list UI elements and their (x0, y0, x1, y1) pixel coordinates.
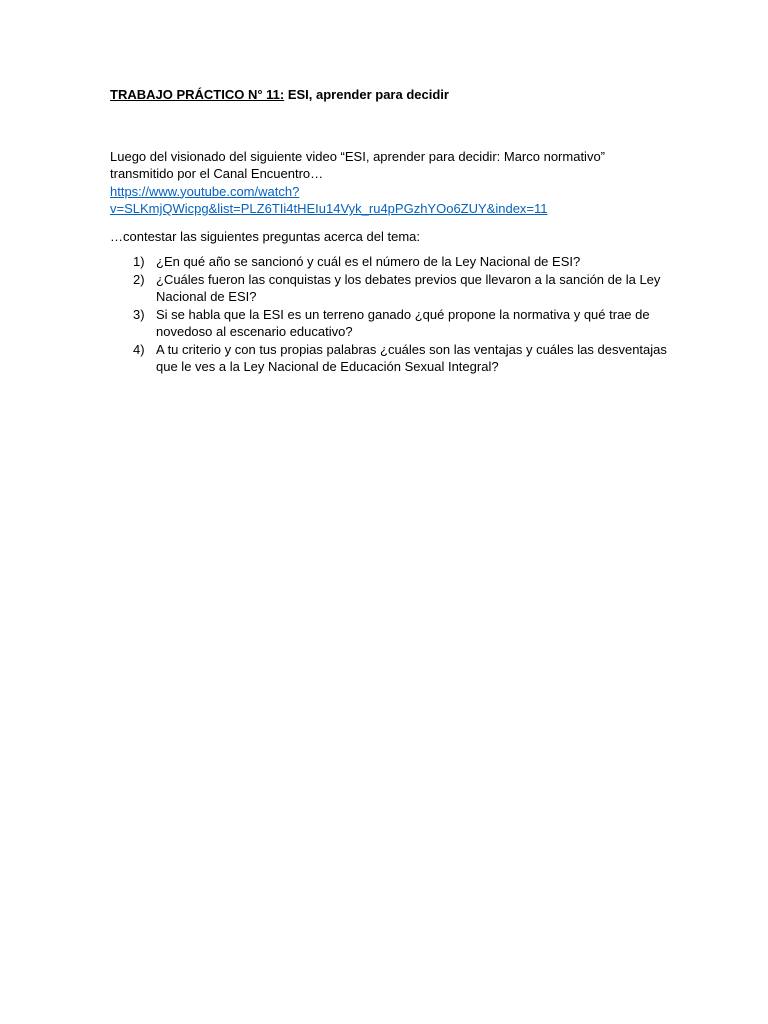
question-item (110, 253, 670, 271)
question-item (110, 271, 670, 306)
question-text: A tu criterio y con tus propias palabras ¿cuáles son las ventajas y cuáles las desventajas que le ves a la Ley Nacional de Educación Sexual Integral? (156, 341, 667, 374)
question-number: 4) (133, 341, 145, 357)
question-text: ¿Cuáles fueron las conquistas y los debates previos que llevaron a la sanción de la Ley Nacional de ESI? (156, 271, 661, 304)
questions-prompt: …contestar las siguientes preguntas acerca del tema: (110, 228, 421, 244)
questions-list (110, 253, 670, 376)
question-item (110, 341, 670, 376)
video-link[interactable] (110, 183, 670, 218)
video-link-line-1: https://www.youtube.com/watch? (110, 183, 300, 199)
intro-line-2: transmitido por el Canal Encuentro… (110, 166, 324, 181)
question-number: 3) (133, 306, 145, 322)
intro-paragraph (110, 148, 670, 218)
intro-line-1: Luego del visionado del siguiente video “ESI, aprender para decidir: Marco normativo” (110, 148, 606, 164)
question-number: 2) (133, 271, 145, 287)
document-title (110, 86, 670, 104)
title-rest: ESI, aprender para decidir (284, 87, 449, 102)
question-item (110, 306, 670, 341)
video-link-line-2: v=SLKmjQWicpg&list=PLZ6TIi4tHEIu14Vyk_ru4pPGzhYOo6ZUY&index=11 (110, 201, 548, 216)
title-lead: TRABAJO PRÁCTICO N° 11: (110, 87, 285, 102)
question-number: 1) (133, 254, 145, 269)
question-text: Si se habla que la ESI es un terreno ganado ¿qué propone la normativa y qué trae de novedoso al escenario educativo? (156, 306, 650, 339)
question-text: ¿En qué año se sancionó y cuál es el número de la Ley Nacional de ESI? (156, 254, 581, 269)
document-page (110, 86, 670, 376)
